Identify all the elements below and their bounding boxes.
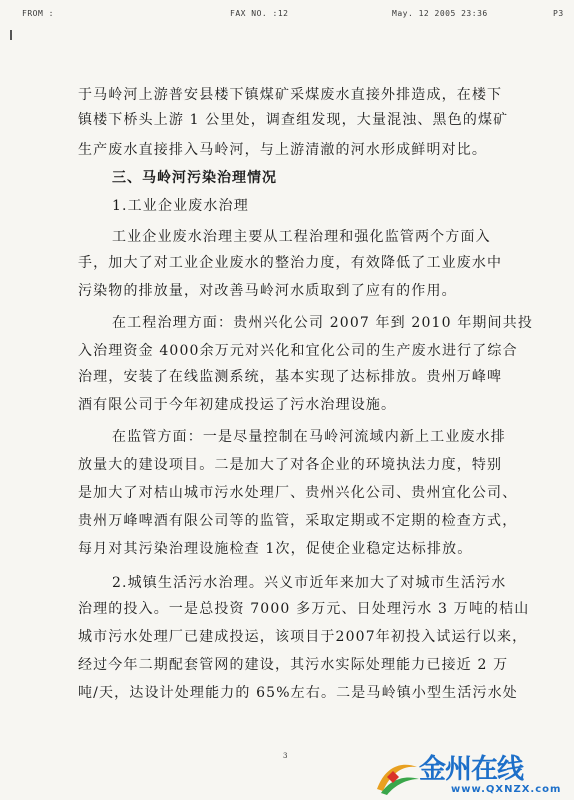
- swoosh-icon: [373, 757, 423, 797]
- text-line: 每月对其污染治理设施检查 1次，促使企业稳定达标排放。: [78, 541, 473, 557]
- text-line: 酒有限公司于今年初建成投运了污水治理设施。: [78, 397, 397, 413]
- text-line: 2.城镇生活污水治理。兴义市近年来加大了对城市生活污水: [112, 575, 507, 591]
- page-number: 3: [283, 752, 288, 760]
- text-line: 手，加大了对工业企业废水的整治力度，有效降低了工业废水中: [78, 255, 503, 271]
- fax-date-time: May. 12 2005 23:36: [392, 9, 488, 18]
- logo-title: 金州在线: [419, 754, 523, 785]
- text-line: 1.工业企业废水治理: [112, 198, 249, 214]
- section-heading: 三、马岭河污染治理情况: [112, 170, 277, 186]
- logo-url: www.QXNZX.com: [451, 784, 562, 795]
- text-line: 是加大了对桔山城市污水处理厂、贵州兴化公司、贵州宜化公司、: [78, 485, 518, 501]
- scan-mark: [10, 30, 12, 40]
- text-line: 贵州万峰啤酒有限公司等的监管，采取定期或不定期的检查方式，: [78, 513, 518, 529]
- text-line: 于马岭河上游普安县楼下镇煤矿采煤废水直接外排造成，在楼下: [78, 87, 503, 103]
- text-line: 放量大的建设项目。二是加大了对各企业的环境执法力度，特别: [78, 457, 503, 473]
- fax-number: FAX NO. :12: [230, 9, 289, 18]
- text-line: 生产废水直接排入马岭河，与上游清澈的河水形成鲜明对比。: [78, 142, 488, 158]
- text-line: 城市污水处理厂已建成投运，该项目于2007年初投入试运行以来，: [78, 629, 528, 645]
- text-line: 工业企业废水治理主要从工程治理和强化监管两个方面入: [112, 229, 491, 245]
- site-watermark-logo: [373, 755, 569, 797]
- text-line: 经过今年二期配套管网的建设，其污水实际处理能力已接近 2 万: [78, 657, 509, 673]
- text-line: 在监管方面：一是尽量控制在马岭河流域内新上工业废水排: [112, 429, 506, 445]
- text-line: 吨/天，达设计处理能力的 65%左右。二是马岭镇小型生活污水处: [78, 685, 518, 701]
- text-line: 治理，安装了在线监测系统，基本实现了达标排放。贵州万峰啤: [78, 369, 503, 385]
- text-line: 镇楼下桥头上游 1 公里处，调查组发现，大量混浊、黑色的煤矿: [78, 112, 509, 128]
- fax-page: P3: [553, 9, 564, 18]
- text-line: 入治理资金 4000余万元对兴化和宜化公司的生产废水进行了综合: [78, 343, 518, 359]
- text-line: 在工程治理方面：贵州兴化公司 2007 年到 2010 年期间共投: [112, 315, 534, 331]
- text-line: 治理的投入。一是总投资 7000 多万元、日处理污水 3 万吨的桔山: [78, 601, 530, 617]
- fax-header: [0, 0, 574, 24]
- text-line: 污染物的排放量，对改善马岭河水质取到了应有的作用。: [78, 283, 457, 299]
- fax-from: FROM :: [22, 9, 54, 18]
